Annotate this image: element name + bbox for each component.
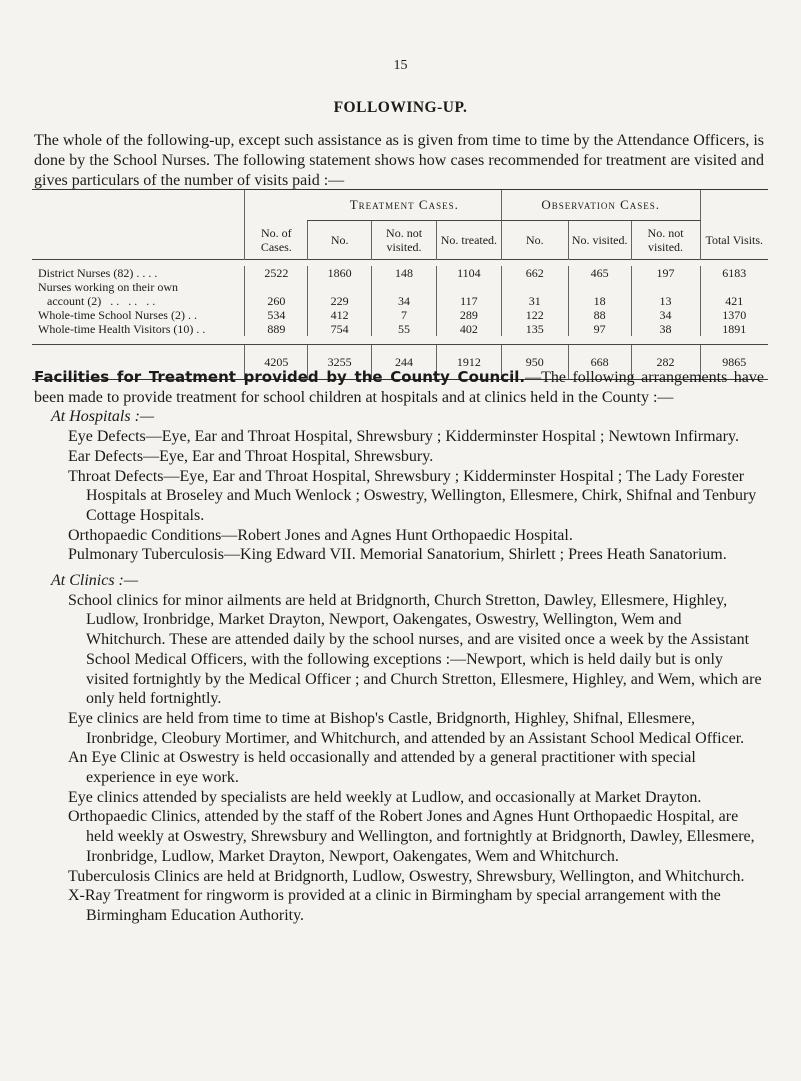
row-label: District Nurses (82) . . . . <box>38 266 158 280</box>
page-number: 15 <box>393 58 408 73</box>
hospital-item: Ear Defects—Eye, Ear and Throat Hospital, Shrewsbury. <box>68 447 434 465</box>
total-cell: 9865 <box>700 345 768 380</box>
table-cell: 88 <box>568 308 631 322</box>
hospital-item: Throat Defects—Eye, Ear and Throat Hospital, Shrewsbury ; Kidderminster Hospital ; The Lady Forester Hospitals at Broseley and Much Wenlock ; Oswestry, Wellington, Ellesmere, Chirk, Shifnal and Tenbury Cottage Hospitals. <box>68 467 757 524</box>
total-cell: 1912 <box>436 345 501 380</box>
table-cell: 260 <box>245 294 308 308</box>
total-cell: 3255 <box>308 345 372 380</box>
hospital-item: Pulmonary Tuberculosis—King Edward VII. Memorial Sanatorium, Shirlett ; Prees Heath Sanatorium. <box>68 546 727 564</box>
table-row <box>32 266 768 280</box>
clinic-item: An Eye Clinic at Oswestry is held occasionally and attended by a general practitioner with special experience in eye work. <box>68 749 696 787</box>
column-header: No. of Cases. <box>245 221 308 260</box>
total-cell: 244 <box>372 345 437 380</box>
table-row <box>32 280 768 294</box>
table-cell: 13 <box>631 294 700 308</box>
table-cell <box>501 280 568 294</box>
row-label: Whole-time School Nurses (2) . . <box>38 308 197 322</box>
table-cell: 412 <box>308 308 372 322</box>
table-cell <box>308 280 372 294</box>
table-cell: 1860 <box>308 266 372 280</box>
column-header: No. not visited. <box>372 221 437 260</box>
table-cell: 122 <box>501 308 568 322</box>
total-cell: 668 <box>568 345 631 380</box>
visits-table <box>32 189 768 380</box>
column-header: No. <box>501 221 568 260</box>
clinic-item: Orthopaedic Clinics, attended by the staff of the Robert Jones and Agnes Hunt Orthopaedic Hospital, are held weekly at Oswestry, Shrewsbury and Wellington, and fortnightly at Bridgnorth, Dawley, Ellesmere, Ironbridge, Ludlow, Market Drayton, Newport, Oakengates, Wem and Whitchurch. <box>68 808 755 865</box>
table-cell: 197 <box>631 266 700 280</box>
table-cell: 421 <box>700 294 768 308</box>
table-cell: 117 <box>436 294 501 308</box>
table-cell <box>568 280 631 294</box>
row-label: Whole-time Health Visitors (10) . . <box>38 322 206 336</box>
table-cell: 1104 <box>436 266 501 280</box>
facilities-intro: —The following arrangements have been made to provide treatment for school children at hospitals and at clinics held in the County :— <box>34 369 764 406</box>
table-cell: 31 <box>501 294 568 308</box>
hospitals-heading: At Hospitals :— <box>51 408 155 426</box>
column-header: Total Visits. <box>700 221 768 260</box>
table-cell: 34 <box>372 294 437 308</box>
table-cell: 289 <box>436 308 501 322</box>
hospital-item: Orthopaedic Conditions—Robert Jones and Agnes Hunt Orthopaedic Hospital. <box>68 526 573 544</box>
clinics-heading: At Clinics :— <box>51 572 139 590</box>
table-cell <box>700 280 768 294</box>
row-label: Nurses working on their own <box>38 280 178 294</box>
group-header-treatment: Treatment Cases. <box>308 190 502 221</box>
section-heading: FOLLOWING-UP. <box>333 99 468 116</box>
table-cell: 97 <box>568 322 631 336</box>
clinic-item: Eye clinics are held from time to time at Bishop's Castle, Bridgnorth, Highley, Shifnal, Ellesmere, Ironbridge, Cleobury Mortimer, and Whitchurch, and attended by an Assistant School Medical Officer. <box>68 709 745 747</box>
total-cell: 4205 <box>245 345 308 380</box>
column-header: No. treated. <box>436 221 501 260</box>
table-cell: 754 <box>308 322 372 336</box>
column-header: No. visited. <box>568 221 631 260</box>
table-cell: 18 <box>568 294 631 308</box>
table-cell <box>372 280 437 294</box>
clinic-item: School clinics for minor ailments are held at Bridgnorth, Church Stretton, Dawley, Ellesmere, Highley, Ludlow, Ironbridge, Market Drayton, Newport, Oakengates, Oswestry, Wellington, Wem and Whitchurch. These are attended daily by the school nurses, and are visited once a week by the Assistant School Medical Officers, with the following exceptions :—Newport, which is held daily but is only visited fortnightly by the Medical Officer ; and Church Stretton, Ellesmere, Highley, and Wem, which are only held fortnightly. <box>68 591 762 708</box>
table-row <box>32 294 768 308</box>
table-cell <box>245 280 308 294</box>
column-header: No. not visited. <box>631 221 700 260</box>
total-cell: 950 <box>501 345 568 380</box>
intro-paragraph: The whole of the following-up, except such assistance as is given from time to time by the Attendance Officers, is done by the School Nurses. The following statement shows how cases recommended for treatment are visited and gives particulars of the number of visits paid :— <box>34 132 764 189</box>
table-cell: 402 <box>436 322 501 336</box>
table-cell: 1891 <box>700 322 768 336</box>
table-cell: 55 <box>372 322 437 336</box>
column-header: No. <box>308 221 372 260</box>
table-cell: 229 <box>308 294 372 308</box>
facilities-section <box>34 368 764 926</box>
table-cell: 38 <box>631 322 700 336</box>
facilities-title: Facilities for Treatment provided by the County Council. <box>34 368 526 386</box>
table-cell: 6183 <box>700 266 768 280</box>
table-cell: 1370 <box>700 308 768 322</box>
table-cell: 148 <box>372 266 437 280</box>
table-cell: 135 <box>501 322 568 336</box>
row-label: account (2) . . . . . . <box>38 294 156 308</box>
table-cell: 7 <box>372 308 437 322</box>
table-cell: 662 <box>501 266 568 280</box>
table-cell: 465 <box>568 266 631 280</box>
table-cell <box>436 280 501 294</box>
table-cell <box>631 280 700 294</box>
table-cell: 2522 <box>245 266 308 280</box>
clinic-item: Eye clinics attended by specialists are held weekly at Ludlow, and occasionally at Market Drayton. <box>68 788 702 806</box>
group-header-observation: Observation Cases. <box>501 190 700 221</box>
table-cell: 34 <box>631 308 700 322</box>
clinic-item: Tuberculosis Clinics are held at Bridgnorth, Ludlow, Oswestry, Shrewsbury, Wellington, and Whitchurch. <box>68 867 745 885</box>
hospital-item: Eye Defects—Eye, Ear and Throat Hospital, Shrewsbury ; Kidderminster Hospital ; Newtown Infirmary. <box>68 428 739 446</box>
table-cell: 534 <box>245 308 308 322</box>
table-row <box>32 308 768 322</box>
table-cell: 889 <box>245 322 308 336</box>
total-cell: 282 <box>631 345 700 380</box>
table-row <box>32 322 768 336</box>
clinic-item: X-Ray Treatment for ringworm is provided at a clinic in Birmingham by special arrangement with the Birmingham Education Authority. <box>68 887 721 924</box>
